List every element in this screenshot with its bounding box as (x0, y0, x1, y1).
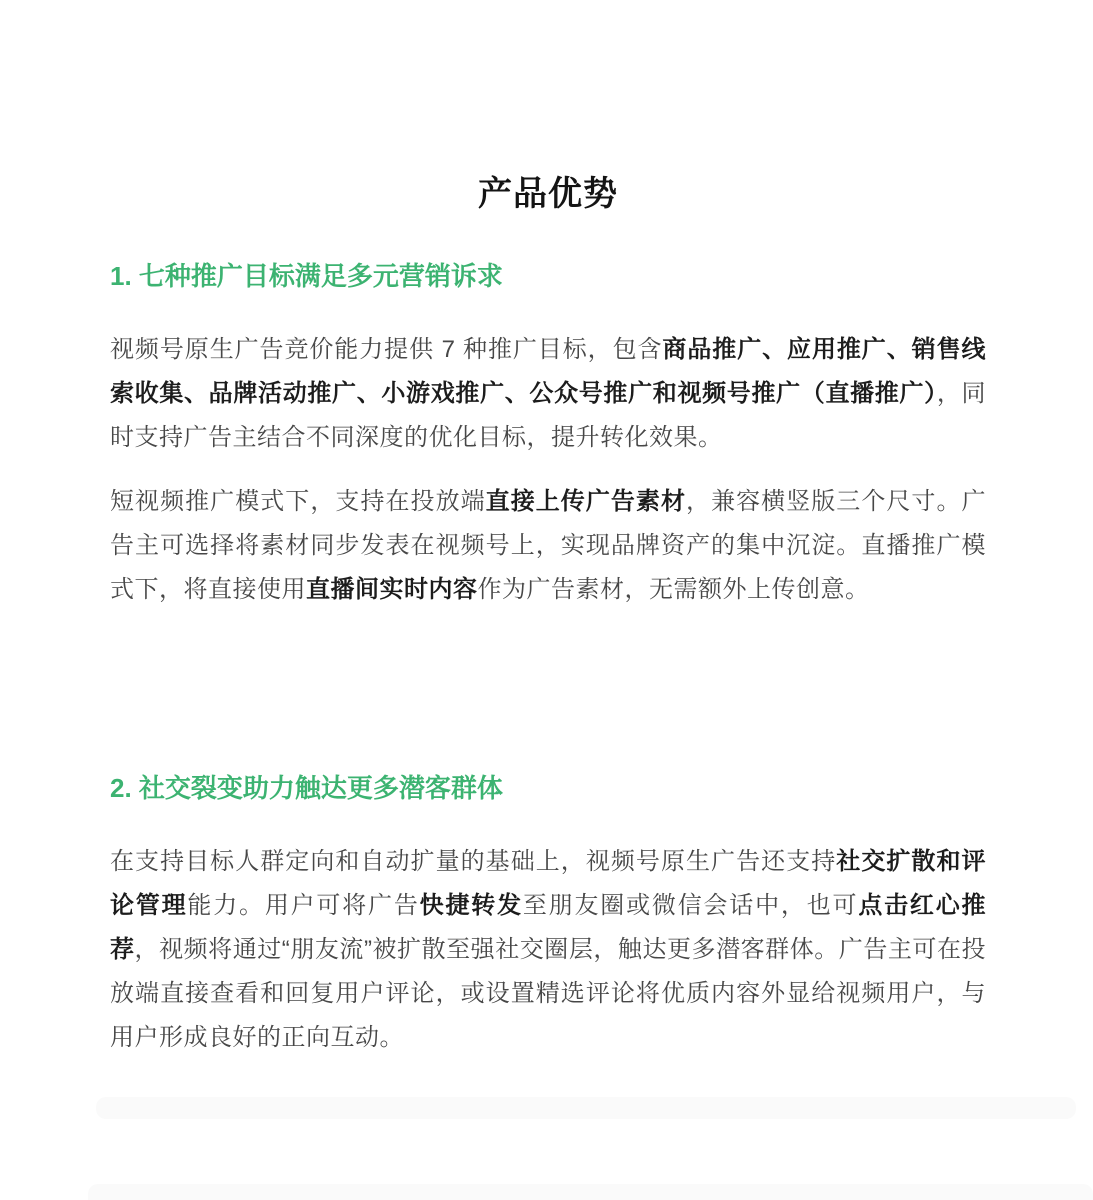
body-text: 作为广告素材，无需额外上传创意。 (477, 576, 870, 603)
section-heading-2: 2. 社交裂变助力触达更多潜客群体 (110, 773, 503, 803)
body-text: 能力。用户可将广告 (187, 892, 420, 919)
body-text: ，同时支持广告主结合不同深度的优化目标，提升转化效果。 (110, 380, 986, 451)
bold-text: 直播间实时内容 (306, 576, 478, 603)
partial-card-bottom-edge (88, 1184, 1093, 1200)
body-text: 视频号原生广告竞价能力提供 7 种推广目标，包含 (110, 336, 663, 363)
partial-card-top-edge (96, 1097, 1076, 1119)
section-social-fission (110, 773, 986, 1060)
body-text: 至朋友圈或微信会话中，也可 (522, 892, 859, 919)
section-body-1 (110, 328, 986, 612)
section-heading-1: 1. 七种推广目标满足多元营销诉求 (110, 261, 503, 291)
bold-text: 社交扩散和评论管理 (110, 848, 987, 919)
body-text: 在支持目标人群定向和自动扩量的基础上，视频号原生广告还支持 (110, 848, 837, 875)
bold-text: 点击红心推荐 (110, 892, 987, 963)
body-text: ，兼容横竖版三个尺寸。广告主可选择将素材同步发表在视频号上，实现品牌资产的集中沉淀。直播推广模式下，将直接使用 (110, 488, 987, 603)
section-promotion-goals (110, 261, 986, 612)
body-text: ，视频将通过“朋友流”被扩散至强社交圈层，触达更多潜客群体。广告主可在投放端直接查看和回复用户评论，或设置精选评论将优质内容外显给视频用户，与用户形成良好的正向互动。 (110, 936, 987, 1051)
bold-text: 快捷转发 (419, 892, 523, 919)
bold-text: 直接上传广告素材 (485, 488, 687, 515)
document-content (110, 0, 986, 1080)
page-title: 产品优势 (478, 175, 618, 213)
paragraph (110, 328, 986, 460)
paragraph (110, 840, 986, 1060)
paragraph (110, 480, 986, 612)
section-body-2 (110, 840, 986, 1060)
bold-text: 商品推广、应用推广、销售线索收集、品牌活动推广、小游戏推广、公众号推广和视频号推广（直播推广） (110, 336, 986, 407)
body-text: 短视频推广模式下，支持在投放端 (110, 488, 486, 515)
